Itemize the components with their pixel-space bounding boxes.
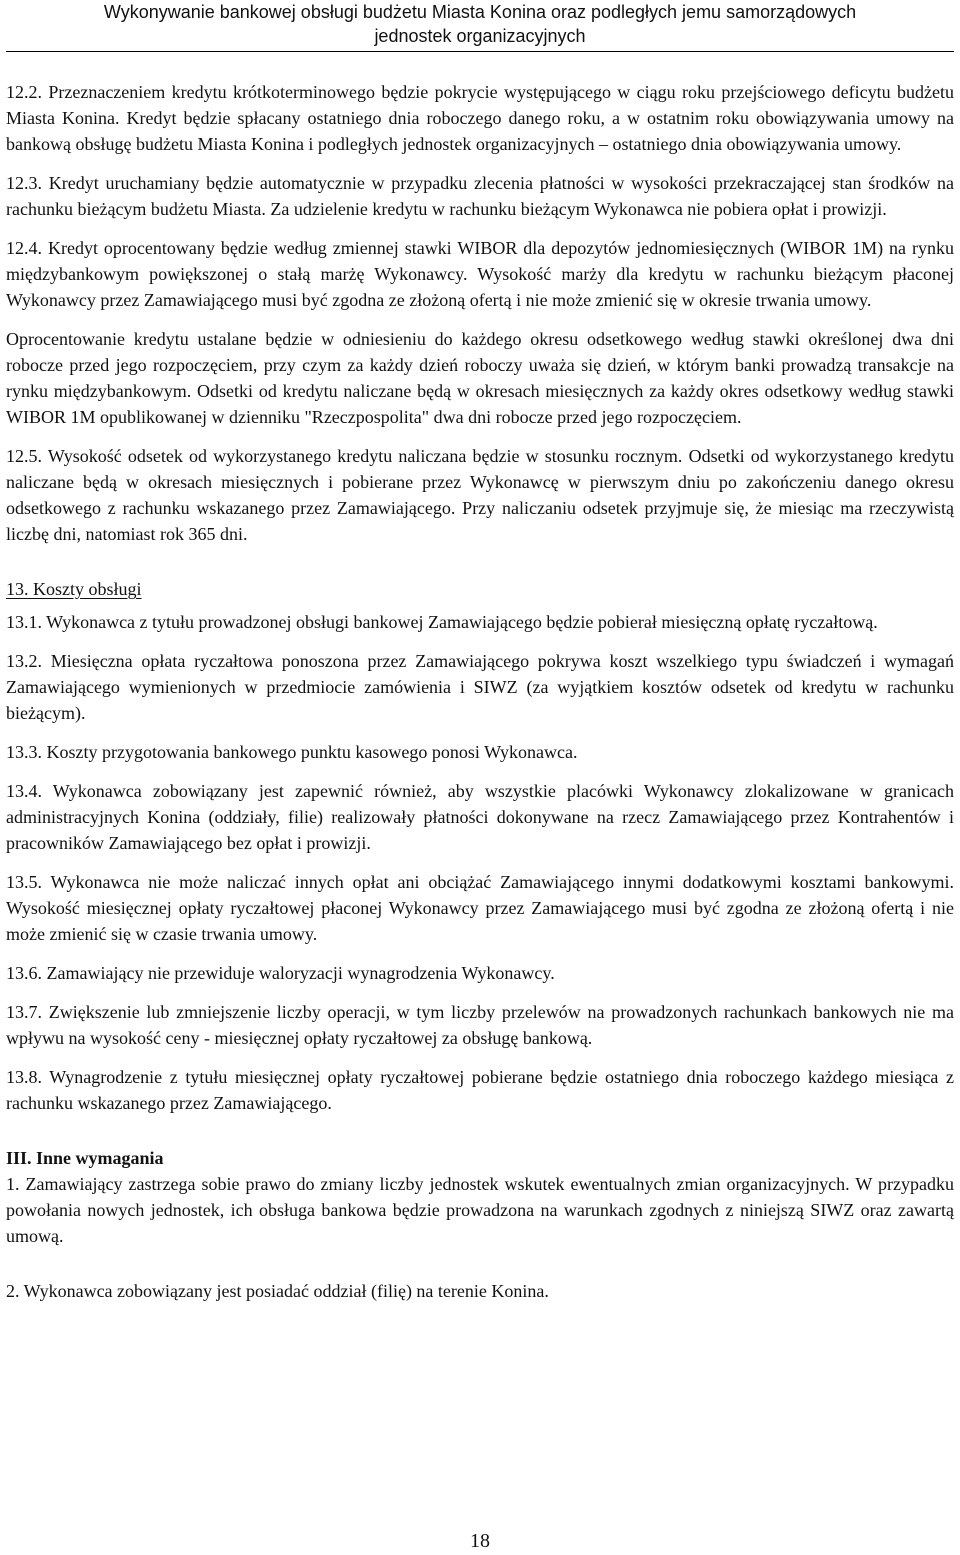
paragraph-13-8: 13.8. Wynagrodzenie z tytułu miesięcznej opłaty ryczałtowej pobierane będzie ostatniego dnia roboczego każdego miesiąca z rachunku wskazanego przez Zamawiającego.	[6, 1067, 954, 1113]
paragraph-oprocentowanie: Oprocentowanie kredytu ustalane będzie w odniesieniu do każdego okresu odsetkowego według stawki określonej dwa dni robocze przed jego rozpoczęciem, przy czym za każdy dzień roboczy uważa się dzień, w którym banki prowadzą transakcje na rynku międzybankowym. Odsetki od kredytu naliczane będą w okresach miesięcznych za każdy okres odsetkowy według stawki WIBOR 1M opublikowanej w dzienniku "Rzeczpospolita" dwa dni robocze przed jego rozpoczęciem.	[6, 329, 954, 427]
spacer	[6, 560, 954, 576]
paragraph-13-2: 13.2. Miesięczna opłata ryczałtowa ponoszona przez Zamawiającego pokrywa koszt wszelkiego typu świadczeń i wymagań Zamawiającego wymienionych w przedmiocie zamówienia i SIWZ (za wyjątkiem kosztów odsetek od kredytu w rachunku bieżącym).	[6, 651, 954, 723]
paragraph-13-6: 13.6. Zamawiający nie przewiduje waloryzacji wynagrodzenia Wykonawcy.	[6, 963, 555, 983]
paragraph-12-4: 12.4. Kredyt oprocentowany będzie według zmiennej stawki WIBOR dla depozytów jednomiesięcznych (WIBOR 1M) na rynku międzybankowym powiększonej o stałą marżę Wykonawcy. Wysokość marży dla kredytu w rachunku bieżącym płaconej Wykonawcy przez Zamawiającego musi być zgodna ze złożoną ofertą i nie może zmienić się w okresie trwania umowy.	[6, 238, 954, 310]
paragraph-12-2: 12.2. Przeznaczeniem kredytu krótkoterminowego będzie pokrycie występującego w ciągu roku przejściowego deficytu budżetu Miasta Konina. Kredyt będzie spłacany ostatniego dnia roboczego danego roku, a w ostatnim roku obowiązywania umowy na bankową obsługę budżetu Miasta Konina i podległych jednostek organizacyjnych – ostatniego dnia obowiązywania umowy.	[6, 82, 954, 154]
spacer	[6, 1129, 954, 1145]
spacer	[6, 1262, 954, 1278]
page-number: 18	[470, 1530, 490, 1552]
paragraph-iii-2: 2. Wykonawca zobowiązany jest posiadać oddział (filię) na terenie Konina.	[6, 1281, 549, 1301]
section-13-title: 13. Koszty obsługi	[6, 579, 142, 599]
section-iii-title: III. Inne wymagania	[6, 1148, 164, 1168]
paragraph-13-3: 13.3. Koszty przygotowania bankowego punktu kasowego ponosi Wykonawca.	[6, 742, 578, 762]
document-body	[6, 52, 954, 1304]
paragraph-13-1: 13.1. Wykonawca z tytułu prowadzonej obsługi bankowej Zamawiającego będzie pobierał miesięczną opłatę ryczałtową.	[6, 612, 878, 632]
header-title-line-2: jednostek organizacyjnych	[374, 26, 586, 46]
header-title-line-1: Wykonywanie bankowej obsługi budżetu Miasta Konina oraz podległych jemu samorządowych	[103, 2, 857, 22]
page-header	[6, 0, 954, 52]
paragraph-iii-1: 1. Zamawiający zastrzega sobie prawo do zmiany liczby jednostek wskutek ewentualnych zmian organizacyjnych. W przypadku powołania nowych jednostek, ich obsługa bankowa będzie prowadzona na warunkach zgodnych z niniejszą SIWZ oraz zawartą umową.	[6, 1174, 954, 1246]
paragraph-13-5: 13.5. Wykonawca nie może naliczać innych opłat ani obciążać Zamawiającego innymi dodatkowymi kosztami bankowymi. Wysokość miesięcznej opłaty ryczałtowej płaconej Wykonawcy przez Zamawiającego musi być zgodna ze złożoną ofertą i nie może zmienić się w czasie trwania umowy.	[6, 872, 954, 944]
paragraph-12-5: 12.5. Wysokość odsetek od wykorzystanego kredytu naliczana będzie w stosunku rocznym. Odsetki od wykorzystanego kredytu naliczane będą w okresach miesięcznych i pobierane przez Wykonawcę w pierwszym dniu po zakończeniu danego okresu odsetkowego z rachunku wskazanego przez Zamawiającego. Przy naliczaniu odsetek przyjmuje się, że miesiąc ma rzeczywistą liczbę dni, natomiast rok 365 dni.	[6, 446, 954, 544]
paragraph-12-3: 12.3. Kredyt uruchamiany będzie automatycznie w przypadku zlecenia płatności w wysokości przekraczającej stan środków na rachunku bieżącym budżetu Miasta. Za udzielenie kredytu w rachunku bieżącym Wykonawca nie pobiera opłat i prowizji.	[6, 173, 954, 219]
paragraph-13-7: 13.7. Zwiększenie lub zmniejszenie liczby operacji, w tym liczby przelewów na prowadzonych rachunkach bankowych nie ma wpływu na wysokość ceny - miesięcznej opłaty ryczałtowej za obsługę bankową.	[6, 1002, 954, 1048]
paragraph-13-4: 13.4. Wykonawca zobowiązany jest zapewnić również, aby wszystkie placówki Wykonawcy zlokalizowane w granicach administracyjnych Konina (oddziały, filie) realizowały płatności dokonywane na rzecz Zamawiającego przez Kontrahentów i pracowników Zamawiającego bez opłat i prowizji.	[6, 781, 954, 853]
